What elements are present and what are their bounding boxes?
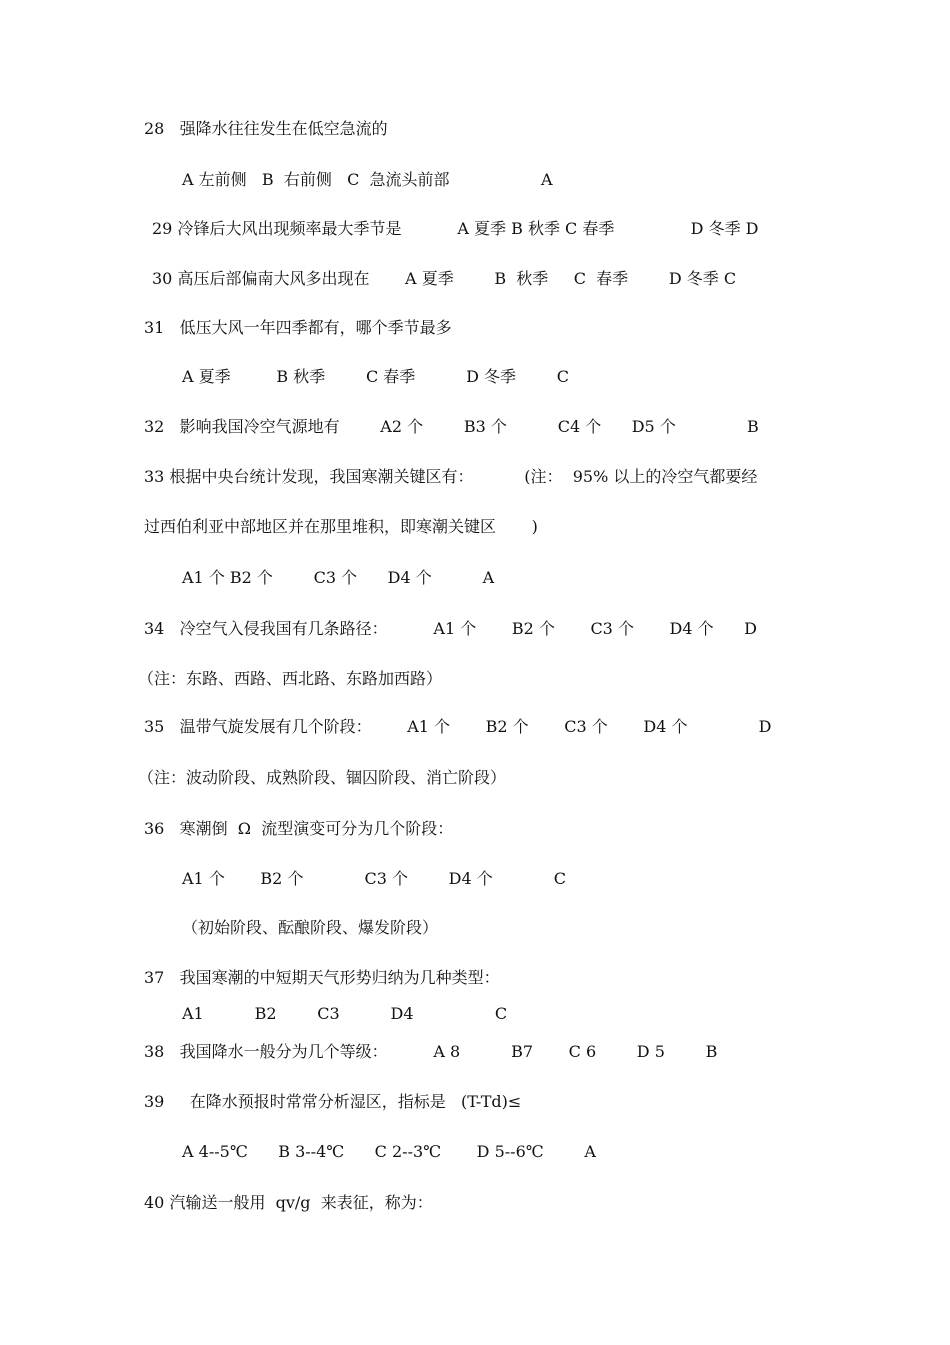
question-37-options: A1 B2 C3 D4 C bbox=[182, 1004, 508, 1023]
question-33-options: A1 个 B2 个 C3 个 D4 个 A bbox=[182, 568, 495, 587]
question-32: 32 影响我国冷空气源地有 A2 个 B3 个 C4 个 D5 个 B bbox=[144, 417, 759, 436]
question-37: 37 我国寒潮的中短期天气形势归纳为几种类型： bbox=[144, 968, 500, 987]
question-39: 39 在降水预报时常常分析湿区，指标是 (T-Td)≤ bbox=[144, 1092, 522, 1111]
question-31-options: A 夏季 B 秋季 C 春季 D 冬季 C bbox=[182, 367, 569, 386]
question-36-options: A1 个 B2 个 C3 个 D4 个 C bbox=[182, 869, 567, 888]
question-35-note: （注：波动阶段、成熟阶段、锢囚阶段、消亡阶段） bbox=[138, 768, 507, 787]
question-34: 34 冷空气入侵我国有几条路径： A1 个 B2 个 C3 个 D4 个 D bbox=[144, 619, 757, 638]
question-39-options: A 4--5℃ B 3--4℃ C 2--3℃ D 5--6℃ A bbox=[182, 1142, 596, 1161]
question-34-note: （注：东路、西路、西北路、东路加西路） bbox=[138, 669, 443, 688]
question-36: 36 寒潮倒 Ω 流型演变可分为几个阶段： bbox=[144, 819, 454, 838]
question-30: 30 高压后部偏南大风多出现在 A 夏季 B 秋季 C 春季 D 冬季 C bbox=[152, 269, 737, 288]
question-29: 29 冷锋后大风出现频率最大季节是 A 夏季 B 秋季 C 春季 D 冬季 D bbox=[152, 219, 759, 238]
question-33-note: 过西伯利亚中部地区并在那里堆积，即寒潮关键区 ) bbox=[144, 517, 538, 536]
question-31: 31 低压大风一年四季都有，哪个季节最多 bbox=[144, 318, 452, 337]
question-28: 28 强降水往往发生在低空急流的 bbox=[144, 119, 388, 138]
question-36-note: （初始阶段、酝酿阶段、爆发阶段） bbox=[182, 918, 439, 937]
question-40: 40 汽输送一般用 qv/g 来表征，称为： bbox=[144, 1193, 433, 1212]
question-35: 35 温带气旋发展有几个阶段： A1 个 B2 个 C3 个 D4 个 D bbox=[144, 717, 772, 736]
question-33: 33 根据中央台统计发现，我国寒潮关键区有： (注： 95% 以上的冷空气都要经 bbox=[144, 467, 758, 486]
question-28-options: A 左前侧 B 右前侧 C 急流头前部 A bbox=[182, 170, 553, 189]
question-38: 38 我国降水一般分为几个等级： A 8 B7 C 6 D 5 B bbox=[144, 1042, 718, 1061]
